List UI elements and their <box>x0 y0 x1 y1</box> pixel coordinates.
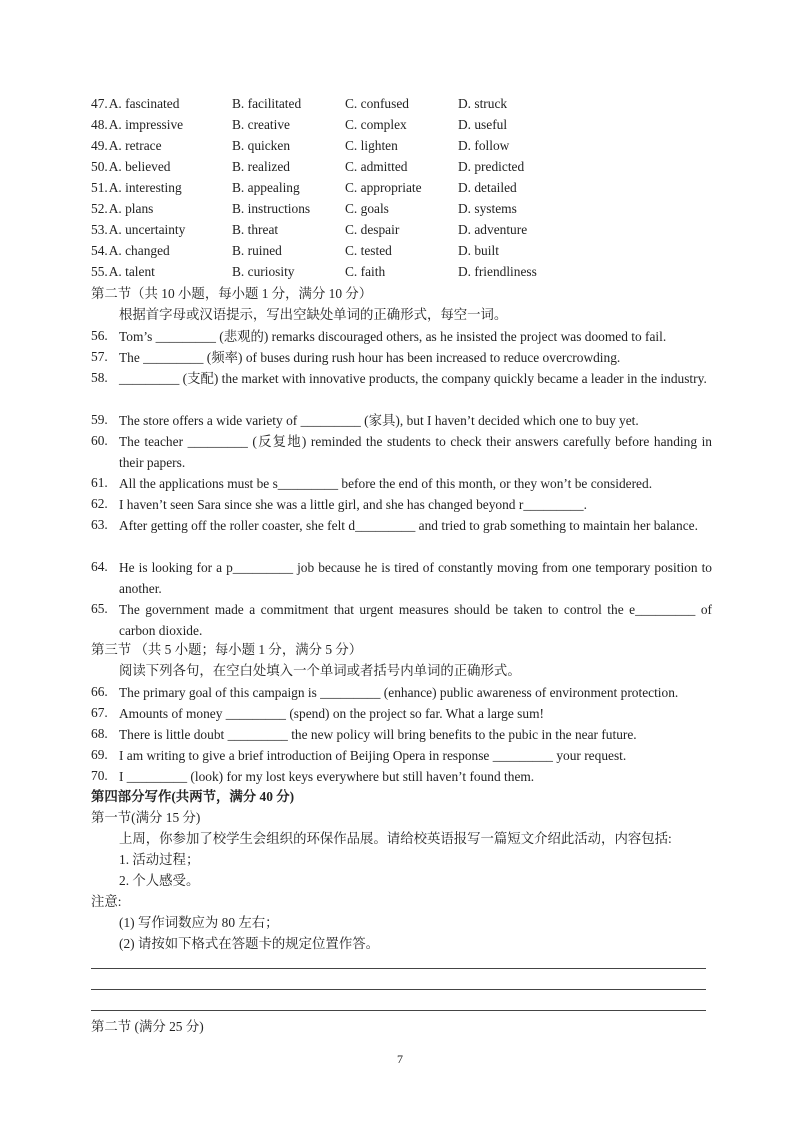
option-d: D. systems <box>458 201 517 216</box>
option-d: D. adventure <box>458 222 528 237</box>
option-a <box>91 220 185 240</box>
item-number: 67. <box>91 705 108 720</box>
option-b: B. appealing <box>232 180 300 195</box>
option-b: B. curiosity <box>232 264 295 279</box>
question-number: 51. <box>91 180 108 195</box>
option-d: D. follow <box>458 138 510 153</box>
item-number: 59. <box>91 412 108 427</box>
option-text: A. plans <box>108 201 154 216</box>
option-c: C. lighten <box>345 138 398 153</box>
item-text: I am writing to give a brief introduction of Beijing Opera in response _________ your request. <box>119 748 627 763</box>
option-text: A. retrace <box>108 138 162 153</box>
option-text: A. fascinated <box>108 96 180 111</box>
writing-point-1: 1. 活动过程； <box>119 852 200 867</box>
item-text: _________ (支配) the market with innovative products, the company quickly became a leader in the industry. <box>119 371 707 386</box>
option-c: C. despair <box>345 222 400 237</box>
option-d: D. struck <box>458 96 508 111</box>
option-c: C. faith <box>345 264 386 279</box>
option-c: C. appropriate <box>345 180 422 195</box>
item-number: 60. <box>91 433 108 448</box>
writing-point-2: 2. 个人感受。 <box>119 873 200 888</box>
page-number: 7 <box>397 1052 403 1066</box>
option-text: A. uncertainty <box>108 222 186 237</box>
item-text: Tom’s _________ (悲观的) remarks discouraged others, as he insisted the project was doomed to fail. <box>119 329 667 344</box>
item-number: 58. <box>91 370 108 385</box>
item-number: 65. <box>91 601 108 616</box>
option-b: B. realized <box>232 159 290 174</box>
item-number: 63. <box>91 517 108 532</box>
answer-line-2 <box>91 989 706 990</box>
answer-line-1 <box>91 968 706 969</box>
section3-heading: 第三节 （共 5 小题；每小题 1 分，满分 5 分） <box>91 642 363 657</box>
question-number: 53. <box>91 222 108 237</box>
option-c: C. admitted <box>345 159 408 174</box>
option-b: B. threat <box>232 222 279 237</box>
option-text: A. talent <box>108 264 155 279</box>
question-number: 50. <box>91 159 108 174</box>
option-text: A. believed <box>108 159 171 174</box>
item-number: 68. <box>91 726 108 741</box>
section2-heading: 第二节（共 10 小题，每小题 1 分，满分 10 分） <box>91 286 373 301</box>
item-text: There is little doubt _________ the new policy will bring benefits to the pubic in the near future. <box>119 727 637 742</box>
item-text: The teacher _________ (反复地) reminded the students to check their answers carefully before handing in their papers. <box>119 434 712 470</box>
item-number: 57. <box>91 349 108 364</box>
item-number: 70. <box>91 768 108 783</box>
option-d: D. useful <box>458 117 508 132</box>
part4-section2-heading: 第二节 (满分 25 分) <box>91 1019 204 1034</box>
option-text: A. changed <box>108 243 170 258</box>
item-text: The primary goal of this campaign is _________ (enhance) public awareness of environment protection. <box>119 685 679 700</box>
question-number: 54. <box>91 243 108 258</box>
note-2: (2) 请按如下格式在答题卡的规定位置作答。 <box>119 936 379 951</box>
notes-label: 注意: <box>91 894 122 909</box>
option-c: C. tested <box>345 243 392 258</box>
part4-heading: 第四部分写作(共两节，满分 40 分) <box>91 789 295 804</box>
section3-instruction: 阅读下列各句，在空白处填入一个单词或者括号内单词的正确形式。 <box>119 663 521 678</box>
item-text: He is looking for a p_________ job because he is tired of constantly moving from one temporary position to another. <box>119 560 712 596</box>
option-b: B. instructions <box>232 201 311 216</box>
answer-line-3 <box>91 1010 706 1011</box>
item-text: All the applications must be s_________ before the end of this month, or they won’t be considered. <box>119 476 653 491</box>
option-a <box>91 115 183 135</box>
section2-instruction: 根据首字母或汉语提示，写出空缺处单词的正确形式，每空一词。 <box>119 307 508 322</box>
question-number: 49. <box>91 138 108 153</box>
item-text: I haven’t seen Sara since she was a little girl, and she has changed beyond r_________. <box>119 497 587 512</box>
item-text: After getting off the roller coaster, she felt d_________ and tried to grab something to maintain her balance. <box>119 518 698 533</box>
option-a <box>91 157 170 177</box>
item-number: 69. <box>91 747 108 762</box>
part4-section1-heading: 第一节(满分 15 分) <box>91 810 201 825</box>
option-a <box>91 241 170 261</box>
note-1: (1) 写作词数应为 80 左右； <box>119 915 279 930</box>
question-number: 52. <box>91 201 108 216</box>
option-a <box>91 94 179 114</box>
option-a <box>91 136 162 156</box>
option-c: C. confused <box>345 96 409 111</box>
option-c: C. goals <box>345 201 389 216</box>
item-number: 66. <box>91 684 108 699</box>
option-b: B. quicken <box>232 138 291 153</box>
option-d: D. detailed <box>458 180 517 195</box>
option-b: B. facilitated <box>232 96 302 111</box>
item-number: 61. <box>91 475 108 490</box>
option-b: B. ruined <box>232 243 282 258</box>
option-a <box>91 178 182 198</box>
item-text: The government made a commitment that urgent measures should be taken to control the e_________ of carbon dioxide. <box>119 602 712 638</box>
item-number: 56. <box>91 328 108 343</box>
item-number: 62. <box>91 496 108 511</box>
option-d: D. friendliness <box>458 264 537 279</box>
option-a <box>91 199 153 219</box>
item-number: 64. <box>91 559 108 574</box>
item-text: Amounts of money _________ (spend) on the project so far. What a large sum! <box>119 706 544 721</box>
question-number: 48. <box>91 117 108 132</box>
item-text: I _________ (look) for my lost keys everywhere but still haven’t found them. <box>119 769 535 784</box>
option-d: D. predicted <box>458 159 525 174</box>
option-a <box>91 262 155 282</box>
writing-prompt: 上周，你参加了校学生会组织的环保作品展。请给校英语报写一篇短文介绍此活动，内容包括: <box>119 831 672 846</box>
question-number: 47. <box>91 96 108 111</box>
option-b: B. creative <box>232 117 290 132</box>
item-text: The store offers a wide variety of _________ (家具), but I haven’t decided which one to buy yet. <box>119 413 639 428</box>
option-text: A. interesting <box>108 180 182 195</box>
option-c: C. complex <box>345 117 407 132</box>
question-number: 55. <box>91 264 108 279</box>
option-text: A. impressive <box>108 117 184 132</box>
item-text: The _________ (频率) of buses during rush hour has been increased to reduce overcrowding. <box>119 350 621 365</box>
option-d: D. built <box>458 243 499 258</box>
